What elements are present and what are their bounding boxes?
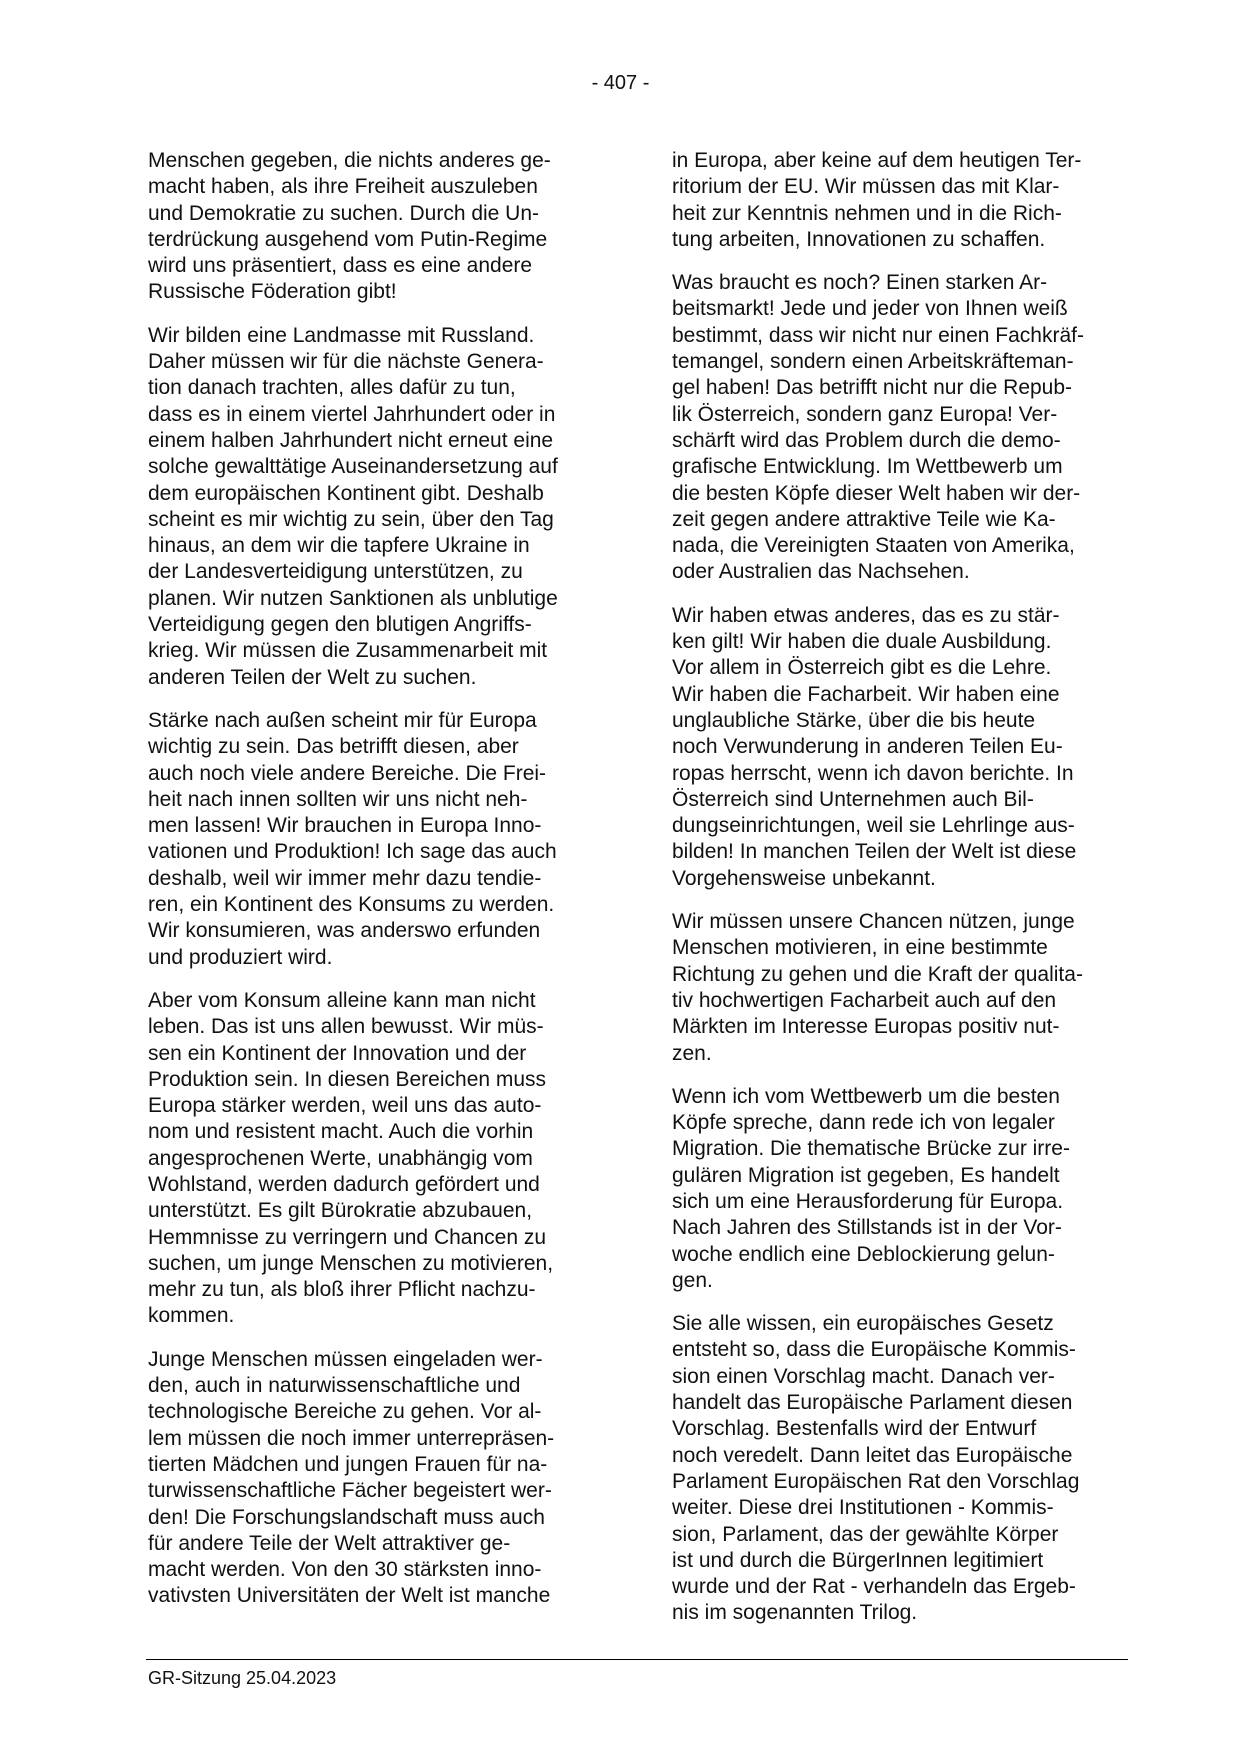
paragraph: Wenn ich vom Wettbewerb um die besten Köpfe spreche, dann rede ich von legaler Migration. Die thematische Brücke zur irre- gulären Migration ist gegeben, Es handelt sich um eine Herausforderung für Europa. Nach Jahren des Stillstands ist in der Vor- woche endlich eine Deblockierung gelun- gen. <box>672 1084 1070 1292</box>
paragraph: Stärke nach außen scheint mir für Europa wichtig zu sein. Das betrifft diesen, aber auch noch viele andere Bereiche. Die Frei- heit nach innen sollten wir uns nicht neh- men lassen! Wir brauchen in Europa Inno- vationen und Produktion! Ich sage das auch deshalb, weil wir immer mehr dazu tendie- ren, ein Kontinent des Konsums zu werden. Wir konsumieren, was anderswo erfunden und produziert wird. <box>148 708 557 969</box>
right-column <box>672 148 1130 1644</box>
paragraph: Sie alle wissen, ein europäisches Gesetz entsteht so, dass die Europäische Kommis- sion einen Vorschlag macht. Danach ver- handelt das Europäische Parlament diesen Vorschlag. Bestenfalls wird der Entwurf noch veredelt. Dann leitet das Europäische Parlament Europäischen Rat den Vorschlag weiter. Diese drei Institutionen - Kommis- sion, Parlament, das der gewählte Körper ist und durch die BürgerInnen legitimiert wurde und der Rat - verhandeln das Ergeb- nis im sogenannten Trilog. <box>672 1312 1080 1625</box>
paragraph: Wir müssen unsere Chancen nützen, junge Menschen motivieren, in eine bestimmte Richtung zu gehen und die Kraft der qualita- tiv hochwertigen Facharbeit auch auf den Märkten im Interesse Europas positiv nut- zen. <box>672 910 1083 1065</box>
paragraph: Menschen gegeben, die nichts anderes ge- macht haben, als ihre Freiheit auszuleben und Demokratie zu suchen. Durch die Un- terdrückung ausgehend vom Putin-Regime wird uns präsentiert, dass es eine andere Russische Föderation gibt! <box>148 149 551 304</box>
paragraph: Was braucht es noch? Einen starken Ar- beitsmarkt! Jede und jeder von Ihnen weiß bestimmt, dass wir nicht nur einen Fachkräf- temangel, sondern einen Arbeitskräfteman- gel haben! Das betrifft nicht nur die Repub- lik Österreich, sondern ganz Europa! Ver- schärft wird das Problem durch die demo- grafische Entwicklung. Im Wettbewerb um die besten Köpfe dieser Welt haben wir der- zeit gegen andere attraktive Teile wie Ka- nada, die Vereinigten Staaten von Amerika, oder Australien das Nachsehen. <box>672 271 1084 584</box>
page-number: - 407 - <box>591 72 650 94</box>
paragraph: Wir bilden eine Landmasse mit Russland. Daher müssen wir für die nächste Genera- tion danach trachten, alles dafür zu tun, dass es in einem viertel Jahrhundert oder in einem halben Jahrhundert nicht erneut eine solche gewalttätige Auseinandersetzung auf dem europäischen Kontinent gibt. Deshalb scheint es mir wichtig zu sein, über den Tag hinaus, an dem wir die tapfere Ukraine in der Landesverteidigung unterstützen, zu planen. Wir nutzen Sanktionen als unblutige Verteidigung gegen den blutigen Angriffs- krieg. Wir müssen die Zusammenarbeit mit anderen Teilen der Welt zu suchen. <box>148 323 558 689</box>
footer-divider <box>146 1659 1128 1660</box>
paragraph: Junge Menschen müssen eingeladen wer- den, auch in naturwissenschaftliche und technologische Bereiche zu gehen. Vor al- lem müssen die noch immer unterrepräsen- tierten Mädchen und jungen Frauen für na- turwissenschaftliche Fächer begeistert wer- den! Die Forschungslandschaft muss auch für andere Teile der Welt attraktiver ge- macht werden. Von den 30 stärksten inno- vativsten Universitäten der Welt ist manche <box>148 1347 555 1608</box>
left-column <box>148 148 606 1627</box>
footer-session-date: GR-Sitzung 25.04.2023 <box>148 1668 337 1688</box>
paragraph: Wir haben etwas anderes, das es zu stär- ken gilt! Wir haben die duale Ausbildung. Vor allem in Österreich gibt es die Lehre. Wir haben die Facharbeit. Wir haben eine unglaubliche Stärke, über die bis heute noch Verwunderung in anderen Teilen Eu- ropas herrscht, wenn ich davon berichte. In Österreich sind Unternehmen auch Bil- dungseinrichtungen, weil sie Lehrlinge aus- bilden! In manchen Teilen der Welt ist diese Vorgehensweise unbekannt. <box>672 603 1077 890</box>
paragraph: Aber vom Konsum alleine kann man nicht leben. Das ist uns allen bewusst. Wir müs- sen ein Kontinent der Innovation und der Produktion sein. In diesen Bereichen muss Europa stärker werden, weil uns das auto- nom und resistent macht. Auch die vorhin angesprochenen Werte, unabhängig vom Wohlstand, werden dadurch gefördert und unterstützt. Es gilt Bürokratie abzubauen, Hemmnisse zu verringern und Chancen zu suchen, um junge Menschen zu motivieren, mehr zu tun, als bloß ihrer Pflicht nachzu- kommen. <box>148 988 554 1328</box>
paragraph: in Europa, aber keine auf dem heutigen Ter- ritorium der EU. Wir müssen das mit Klar- heit zur Kenntnis nehmen und in die Rich- tung arbeiten, Innovationen zu schaffen. <box>672 149 1082 251</box>
